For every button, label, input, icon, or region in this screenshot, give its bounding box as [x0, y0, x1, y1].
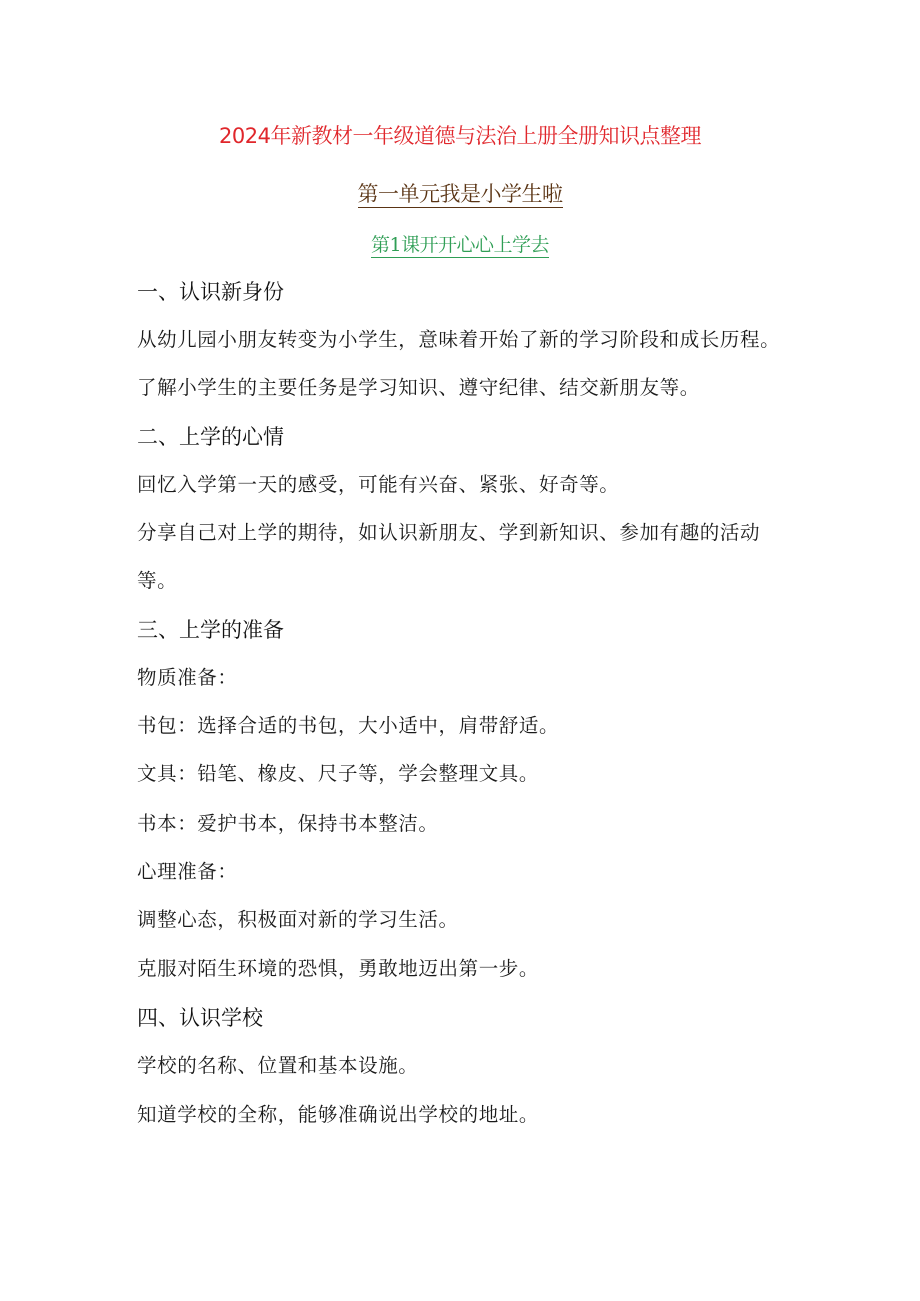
- lesson-title-text: 第1课开开心心上学去: [370, 234, 550, 256]
- paragraph-line: 调整心态，积极面对新的学习生活。: [137, 908, 459, 931]
- paragraph-line: 物质准备：: [137, 666, 238, 689]
- unit-title-text: 第一单元我是小学生啦: [357, 182, 563, 206]
- section-heading: 三、上学的准备: [137, 618, 284, 642]
- paragraph-line: 回忆入学第一天的感受，可能有兴奋、紧张、好奇等。: [137, 473, 620, 496]
- paragraph-line: 学校的名称、位置和基本设施。: [137, 1054, 419, 1077]
- paragraph-line: 分享自己对上学的期待，如认识新朋友、学到新知识、参加有趣的活动: [137, 521, 761, 544]
- document-title: [0, 122, 920, 150]
- paragraph-line: 克服对陌生环境的恐惧，勇敢地迈出第一步。: [137, 957, 540, 980]
- paragraph-line: 文具：铅笔、橡皮、尺子等，学会整理文具。: [137, 762, 540, 785]
- unit-title: [0, 180, 920, 208]
- section-heading: 一、认识新身份: [137, 280, 284, 304]
- document-title-text: 2024年新教材一年级道德与法治上册全册知识点整理: [219, 124, 701, 148]
- paragraph-line: 知道学校的全称，能够准确说出学校的地址。: [137, 1103, 540, 1126]
- lesson-title: [0, 232, 920, 258]
- paragraph-line: 书包：选择合适的书包，大小适中，肩带舒适。: [137, 714, 560, 737]
- section-heading: 四、认识学校: [137, 1006, 263, 1030]
- section-heading: 二、上学的心情: [137, 425, 284, 449]
- paragraph-line: 书本：爱护书本，保持书本整洁。: [137, 812, 439, 835]
- paragraph-line: 等。: [137, 569, 178, 592]
- paragraph-line: 了解小学生的主要任务是学习知识、遵守纪律、结交新朋友等。: [137, 376, 700, 399]
- paragraph-line: 从幼儿园小朋友转变为小学生，意味着开始了新的学习阶段和成长历程。: [137, 328, 781, 351]
- paragraph-line: 心理准备：: [137, 860, 238, 883]
